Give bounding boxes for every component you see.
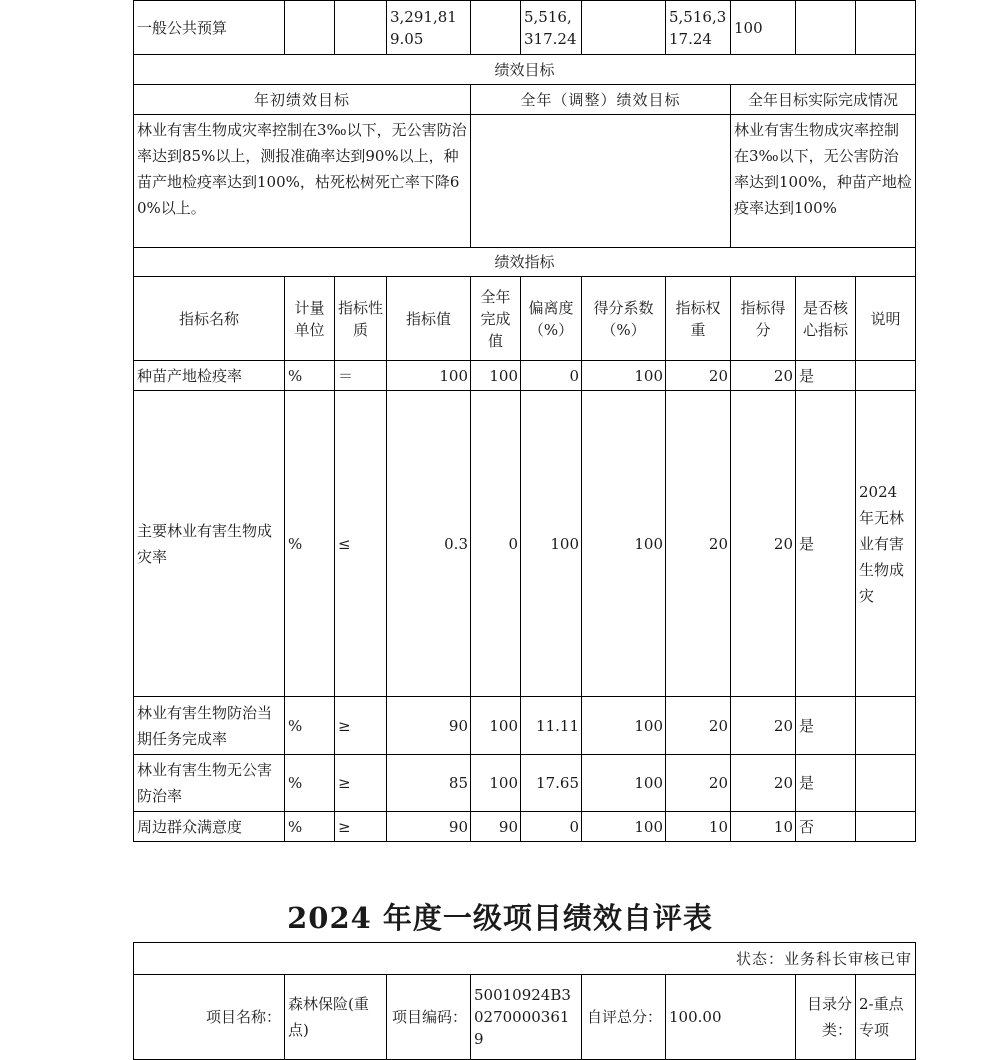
indicator-core: 否 [796,812,856,842]
indicator-score: 20 [731,361,796,391]
status-row [134,943,916,975]
indicator-nature: ＝ [335,361,387,391]
indicator-unit: % [285,391,335,697]
indicator-note [856,812,916,842]
project-name-label: 项目名称： [134,975,285,1060]
indicator-actual: 100 [471,755,521,812]
indicator-coefficient: 100 [582,391,666,697]
table-row [134,361,916,391]
indicator-name: 主要林业有害生物成灾率 [134,391,285,697]
indicator-target: 0.3 [387,391,471,697]
header-target-value: 指标值 [387,277,471,361]
budget-label: 一般公共预算 [134,1,285,55]
indicator-score: 20 [731,391,796,697]
initial-goal-header: 年初绩效目标 [134,85,471,115]
indicator-deviation: 17.65 [521,755,582,812]
project-code-value: 50010924B302700003619 [471,975,582,1060]
indicator-name: 种苗产地检疫率 [134,361,285,391]
indicator-coefficient: 100 [582,361,666,391]
header-indicator-name: 指标名称 [134,277,285,361]
indicator-target: 100 [387,361,471,391]
status-badge: 状态：业务科长审核已审 [134,943,916,975]
second-table-title: 2024 年度一级项目绩效自评表 [287,901,713,935]
indicator-actual: 100 [471,361,521,391]
budget-rate: 100 [731,1,796,55]
indicator-coefficient: 100 [582,812,666,842]
indicator-target: 85 [387,755,471,812]
indicator-name: 林业有害生物防治当期任务完成率 [134,697,285,755]
indicator-coefficient: 100 [582,755,666,812]
goals-section-row [134,55,916,85]
indicator-score: 10 [731,812,796,842]
budget-cell-2 [285,1,335,55]
indicator-note [856,361,916,391]
indicator-actual: 100 [471,697,521,755]
table-row [134,697,916,755]
indicator-core: 是 [796,391,856,697]
indicator-weight: 20 [666,755,731,812]
budget-cell-11 [856,1,916,55]
indicator-weight: 20 [666,697,731,755]
indicator-actual: 90 [471,812,521,842]
indicator-unit: % [285,361,335,391]
indicator-nature: ≥ [335,812,387,842]
table-row [134,755,916,812]
indicator-target: 90 [387,812,471,842]
indicator-core: 是 [796,697,856,755]
header-core-indicator: 是否核心指标 [796,277,856,361]
indicator-coefficient: 100 [582,697,666,755]
score-value: 100.00 [666,975,796,1060]
second-table-container [133,942,915,1060]
indicator-name: 林业有害生物无公害防治率 [134,755,285,812]
second-table [133,942,916,1060]
indicator-nature: ≥ [335,697,387,755]
budget-initial: 3,291,819.05 [387,1,471,55]
goals-content-row [134,115,916,248]
budget-row [134,1,916,55]
category-label: 目录分类： [796,975,856,1060]
indicator-note: 2024年无林业有害生物成灾 [856,391,916,697]
indicator-note [856,697,916,755]
indicator-unit: % [285,812,335,842]
header-weight: 指标权重 [666,277,731,361]
adjusted-goal-header: 全年（调整）绩效目标 [471,85,731,115]
indicator-weight: 20 [666,361,731,391]
indicator-score: 20 [731,697,796,755]
indicator-score: 20 [731,755,796,812]
indicator-deviation: 100 [521,391,582,697]
indicator-deviation: 0 [521,361,582,391]
indicator-weight: 20 [666,391,731,697]
indicators-section-title: 绩效指标 [134,248,916,277]
indicator-deviation: 11.11 [521,697,582,755]
indicators-header-row [134,277,916,361]
budget-cell-10 [796,1,856,55]
project-code-label: 项目编码： [387,975,471,1060]
goals-header-row [134,85,916,115]
header-score-coefficient: 得分系数（%） [582,277,666,361]
project-name-value: 森林保险(重点) [285,975,387,1060]
actual-goal-text: 林业有害生物成灾率控制在3‰以下，无公害防治率达到100%，种苗产地检疫率达到100% [731,115,916,248]
header-nature: 指标性质 [335,277,387,361]
goals-section-title: 绩效目标 [134,55,916,85]
header-unit: 计量单位 [285,277,335,361]
header-score: 指标得分 [731,277,796,361]
header-note: 说明 [856,277,916,361]
indicator-weight: 10 [666,812,731,842]
budget-cell-7 [582,1,666,55]
indicator-deviation: 0 [521,812,582,842]
category-value: 2-重点专项 [856,975,916,1060]
indicator-name: 周边群众满意度 [134,812,285,842]
indicator-actual: 0 [471,391,521,697]
indicator-unit: % [285,755,335,812]
performance-table [133,0,916,842]
indicators-section-row [134,248,916,277]
indicator-core: 是 [796,361,856,391]
project-info-row [134,975,916,1060]
table-row [134,391,916,697]
indicator-core: 是 [796,755,856,812]
indicator-nature: ≤ [335,391,387,697]
budget-actual: 5,516,317.24 [666,1,731,55]
score-label: 自评总分： [582,975,666,1060]
budget-adjusted: 5,516,317.24 [521,1,582,55]
adjusted-goal-text [471,115,731,248]
budget-cell-3 [335,1,387,55]
indicator-target: 90 [387,697,471,755]
indicator-nature: ≥ [335,755,387,812]
header-deviation: 偏离度（%） [521,277,582,361]
header-actual-value: 全年完成值 [471,277,521,361]
performance-table-container [133,0,915,842]
initial-goal-text: 林业有害生物成灾率控制在3‰以下，无公害防治率达到85%以上，测报准确率达到90%以上，种苗产地检疫率达到100%，枯死松树死亡率下降60%以上。 [134,115,471,248]
indicator-note [856,755,916,812]
table-row [134,812,916,842]
indicator-unit: % [285,697,335,755]
budget-cell-5 [471,1,521,55]
actual-goal-header: 全年目标实际完成情况 [731,85,916,115]
